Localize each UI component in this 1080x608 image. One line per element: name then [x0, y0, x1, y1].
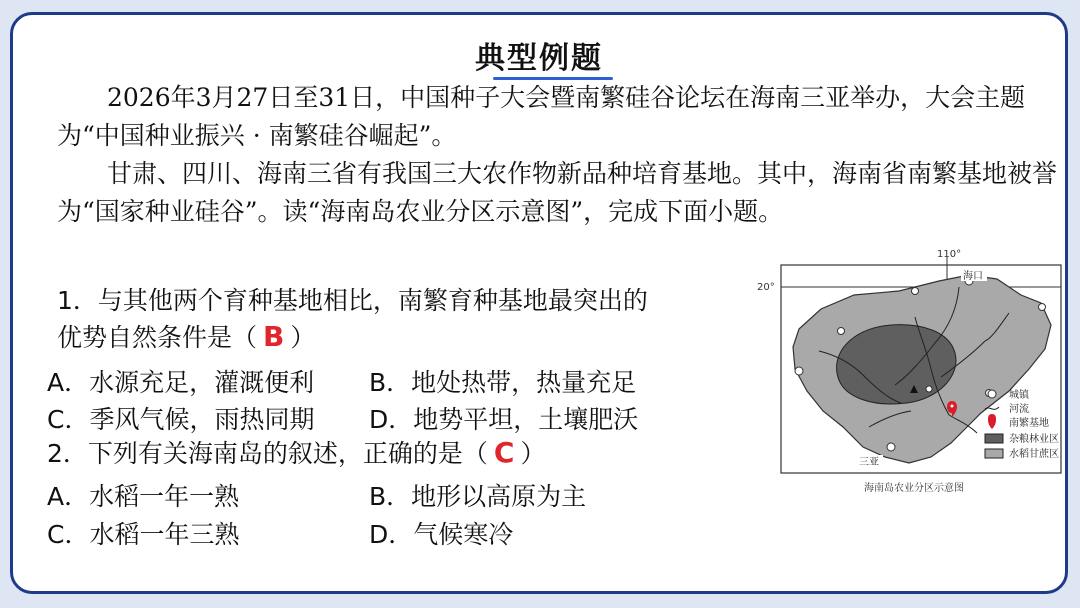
intro-paragraph-2: 甘肃、四川、海南三省有我国三大农作物新品种培育基地。其中，海南省南繁基地被誉为“国家种业硅谷”。读“海南岛农业分区示意图”，完成下面小题。	[57, 159, 1058, 226]
legend-rice-sugarcane-swatch	[985, 449, 1003, 458]
legend-rice-sugarcane-label: 水稻甘蔗区	[1009, 449, 1059, 460]
question-1-stem-prefix: 优势自然条件是（	[57, 323, 258, 352]
q2-option-d: D．气候寒冷	[369, 520, 514, 549]
question-1-line-2	[57, 319, 315, 356]
hainan-map-figure	[759, 251, 1069, 496]
legend-grain-forestry-swatch	[985, 434, 1003, 443]
q1-option-a: A．水源充足，灌溉便利	[47, 368, 315, 397]
longitude-label: 110°	[937, 249, 962, 260]
question-1-stem-suffix: ）	[290, 323, 316, 352]
hainan-map	[759, 251, 1069, 476]
legend-nanfan-label: 南繁基地	[1009, 418, 1049, 429]
q2-option-a: A．水稻一年一熟	[47, 482, 240, 511]
intro-paragraph-1: 2026年3月27日至31日，中国种子大会暨南繁硅谷论坛在海南三亚举办，大会主题为“中国种业振兴 · 南繁硅谷崛起”。	[57, 83, 1026, 150]
question-2-stem	[47, 435, 546, 472]
question-2-stem-suffix: ）	[520, 439, 546, 468]
question-1-answer: B	[263, 320, 285, 353]
town	[838, 328, 845, 335]
legend-town-label: 城镇	[1009, 390, 1029, 401]
map-caption: 海南岛农业分区示意图	[864, 483, 964, 494]
town	[926, 386, 932, 392]
town	[912, 288, 919, 295]
slide-card	[10, 12, 1068, 594]
q2-option-c: C．水稻一年三熟	[47, 520, 240, 549]
question-2-answer: C	[493, 436, 515, 469]
slide-title: 典型例题	[475, 41, 603, 76]
legend-river-label: 河流	[1009, 404, 1029, 415]
q1-option-b: B．地处热带，热量充足	[369, 368, 637, 397]
town	[795, 367, 803, 375]
town	[1039, 304, 1046, 311]
legend-grain-forestry-label: 杂粮林业区	[1009, 434, 1059, 445]
latitude-label: 20°	[757, 282, 775, 293]
sanya-label: 三亚	[859, 457, 879, 468]
town-sanya	[887, 443, 895, 451]
legend-town-icon	[988, 390, 996, 398]
q1-option-c: C．季风气候，雨热同期	[47, 405, 315, 434]
q1-option-d: D．地势平坦，土壤肥沃	[369, 405, 639, 434]
q2-option-b: B．地形以高原为主	[369, 482, 587, 511]
question-1-line-1: 1．与其他两个育种基地相比，南繁育种基地最突出的	[57, 286, 648, 315]
haikou-label: 海口	[963, 271, 983, 282]
question-2-stem-prefix: 2．下列有关海南岛的叙述，正确的是（	[47, 439, 488, 468]
